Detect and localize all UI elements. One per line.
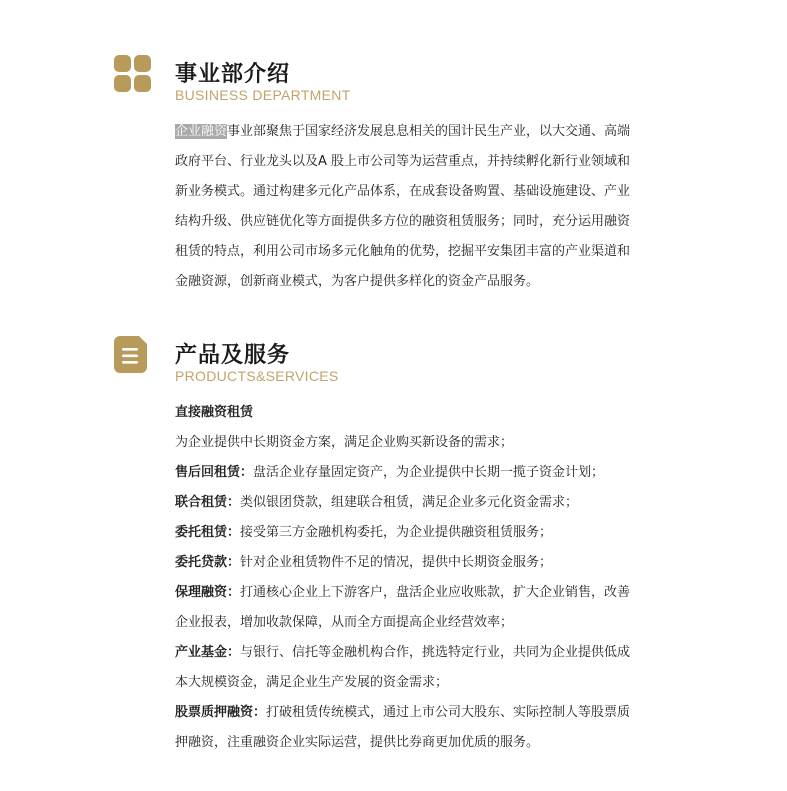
product-item-continuation: 企业报表，增加收款保障，从而全方面提高企业经营效率； [175, 615, 514, 630]
product-item: 委托租赁：接受第三方金融机构委托，为企业提供融资租赁服务； [175, 525, 553, 540]
selected-text-highlight: 企业融资 [175, 124, 228, 139]
intro-line: 新业务模式。通过构建多元化产品体系，在成套设备购置、基础设施建设、产业 [175, 184, 631, 199]
product-item-label: 联合租赁： [175, 495, 241, 510]
product-item: 保理融资：打通核心企业上下游客户，盘活企业应收账款，扩大企业销售，改善 [175, 585, 631, 600]
intro-title: 事业部介绍 [175, 62, 291, 87]
product-item-label: 委托贷款： [175, 555, 241, 570]
products-title: 产品及服务 [175, 343, 291, 368]
product-item: 产业基金：与银行、信托等金融机构合作，挑选特定行业，共同为企业提供低成 [175, 645, 631, 660]
intro-line: 租赁的特点，利用公司市场多元化触角的优势，挖掘平安集团丰富的产业渠道和 [175, 244, 631, 259]
product-item: 联合租赁：类似银团贷款，组建联合租赁，满足企业多元化资金需求； [175, 495, 579, 510]
product-item-label: 股票质押融资： [175, 705, 267, 720]
product-item-continuation: 本大规模资金，满足企业生产发展的资金需求； [175, 675, 449, 690]
product-item-continuation: 押融资，注重融资企业实际运营，提供比券商更加优质的服务。 [175, 735, 540, 750]
product-item-label: 产业基金： [175, 645, 241, 660]
product-heading: 直接融资租赁 [175, 405, 254, 420]
intro-body [175, 117, 675, 297]
product-item-label: 保理融资： [175, 585, 241, 600]
grid-icon [114, 55, 151, 92]
product-item: 股票质押融资：打破租赁传统模式，通过上市公司大股东、实际控制人等股票质 [175, 705, 631, 720]
product-heading-desc: 为企业提供中长期资金方案，满足企业购买新设备的需求； [175, 435, 514, 450]
product-item-label: 委托租赁： [175, 525, 241, 540]
product-item-label: 售后回租赁： [175, 465, 254, 480]
intro-subtitle: BUSINESS DEPARTMENT [175, 87, 351, 103]
intro-line: 结构升级、供应链优化等方面提供多方位的融资租赁服务；同时，充分运用融资 [175, 214, 631, 229]
intro-line: 金融资源，创新商业模式，为客户提供多样化的资金产品服务。 [175, 274, 540, 289]
document-icon [114, 336, 151, 373]
products-body [175, 398, 675, 758]
product-item: 委托贷款：针对企业租赁物件不足的情况，提供中长期资金服务； [175, 555, 553, 570]
products-subtitle: PRODUCTS&SERVICES [175, 368, 339, 384]
intro-line: 企业融资事业部聚焦于国家经济发展息息相关的国计民生产业，以大交通、高端 [175, 124, 631, 139]
product-item: 售后回租赁：盘活企业存量固定资产，为企业提供中长期一揽子资金计划； [175, 465, 605, 480]
intro-line: 政府平台、行业龙头以及A 股上市公司等为运营重点，并持续孵化新行业领域和 [175, 154, 631, 169]
